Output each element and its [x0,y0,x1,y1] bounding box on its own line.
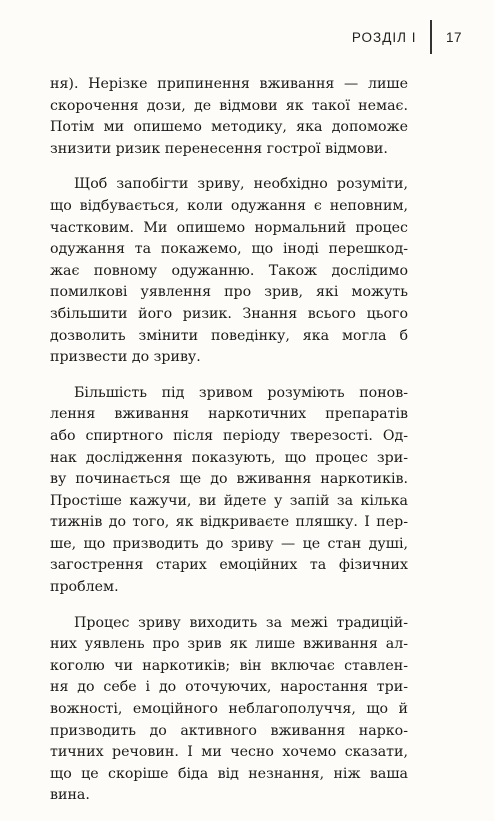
text-line: них уявлень про зрив як лише вживання ал- [50,636,408,653]
text-line: Більшість під зривом розуміють понов- [74,384,408,401]
text-line: призвести до зриву. [50,349,201,366]
paragraph [50,613,408,807]
header-divider [430,20,432,54]
text-line: ня). Нерізке припинення вживання — лише [50,76,408,92]
section-title: РОЗДІЛ І [351,29,417,45]
text-line: вина. [50,787,90,804]
page-number: 17 [445,29,462,45]
text-line: Простіше кажучи, ви йдете у запій за кілька [50,492,408,509]
text-line: Щоб запобігти зриву, необхідно розуміти, [74,176,408,193]
text-line: збільшити його ризик. Знання всього цього [50,305,408,322]
text-line: ня до себе і до оточуючих, наростання три- [50,679,408,696]
text-line: загострення старих емоційних та фізичних [50,557,408,574]
text-line: частковим. Ми опишемо нормальний процес [50,219,408,236]
text-line: лення вживання наркотичних препаратів [50,406,408,423]
text-line: призводить до активного вживання нарко- [50,722,408,739]
text-line: що це скоріше біда від незнання, ніж ваша [50,765,408,782]
text-line: ву починається ще до вживання наркотиків. [50,471,408,488]
text-line: проблем. [50,579,119,596]
text-line: Процес зриву виходить за межі традицій- [74,614,408,631]
text-line: або спиртного після періоду тверезості. Од- [50,427,408,444]
text-line: тичних речовин. І ми чесно хочемо сказати, [50,744,408,761]
text-line: Потім ми опишемо методику, яка допоможе [50,119,408,136]
text-line: тижнів до того, як відкриваєте пляшку. І пер- [50,514,408,531]
paragraph [50,174,408,368]
running-header [352,20,462,54]
text-line: дозволить змінити поведінку, яка могла б [50,327,408,344]
text-line: нак дослідження показують, що процес зри- [50,449,408,466]
text-line: скорочення дози, де відмови як такої немає. [50,97,408,114]
text-line: одужання та покажемо, що іноді перешкод- [50,241,408,258]
text-line: жає повному одужанню. Також дослідимо [50,262,408,279]
text-line: коголю чи наркотиків; він включає ставлен- [50,657,408,674]
text-line: помилкові уявлення про зрив, які можуть [50,284,408,301]
paragraph [50,74,408,160]
text-line: вожності, емоційного неблагополуччя, що й [50,701,408,718]
text-line: що відбувається, коли одужання є неповним, [50,197,408,214]
text-line: ше, що призводить до зриву — це стан душі, [50,535,408,552]
text-line: знизити ризик перенесення гострої відмови. [50,140,388,157]
paragraph [50,383,408,599]
body-text [50,74,408,821]
